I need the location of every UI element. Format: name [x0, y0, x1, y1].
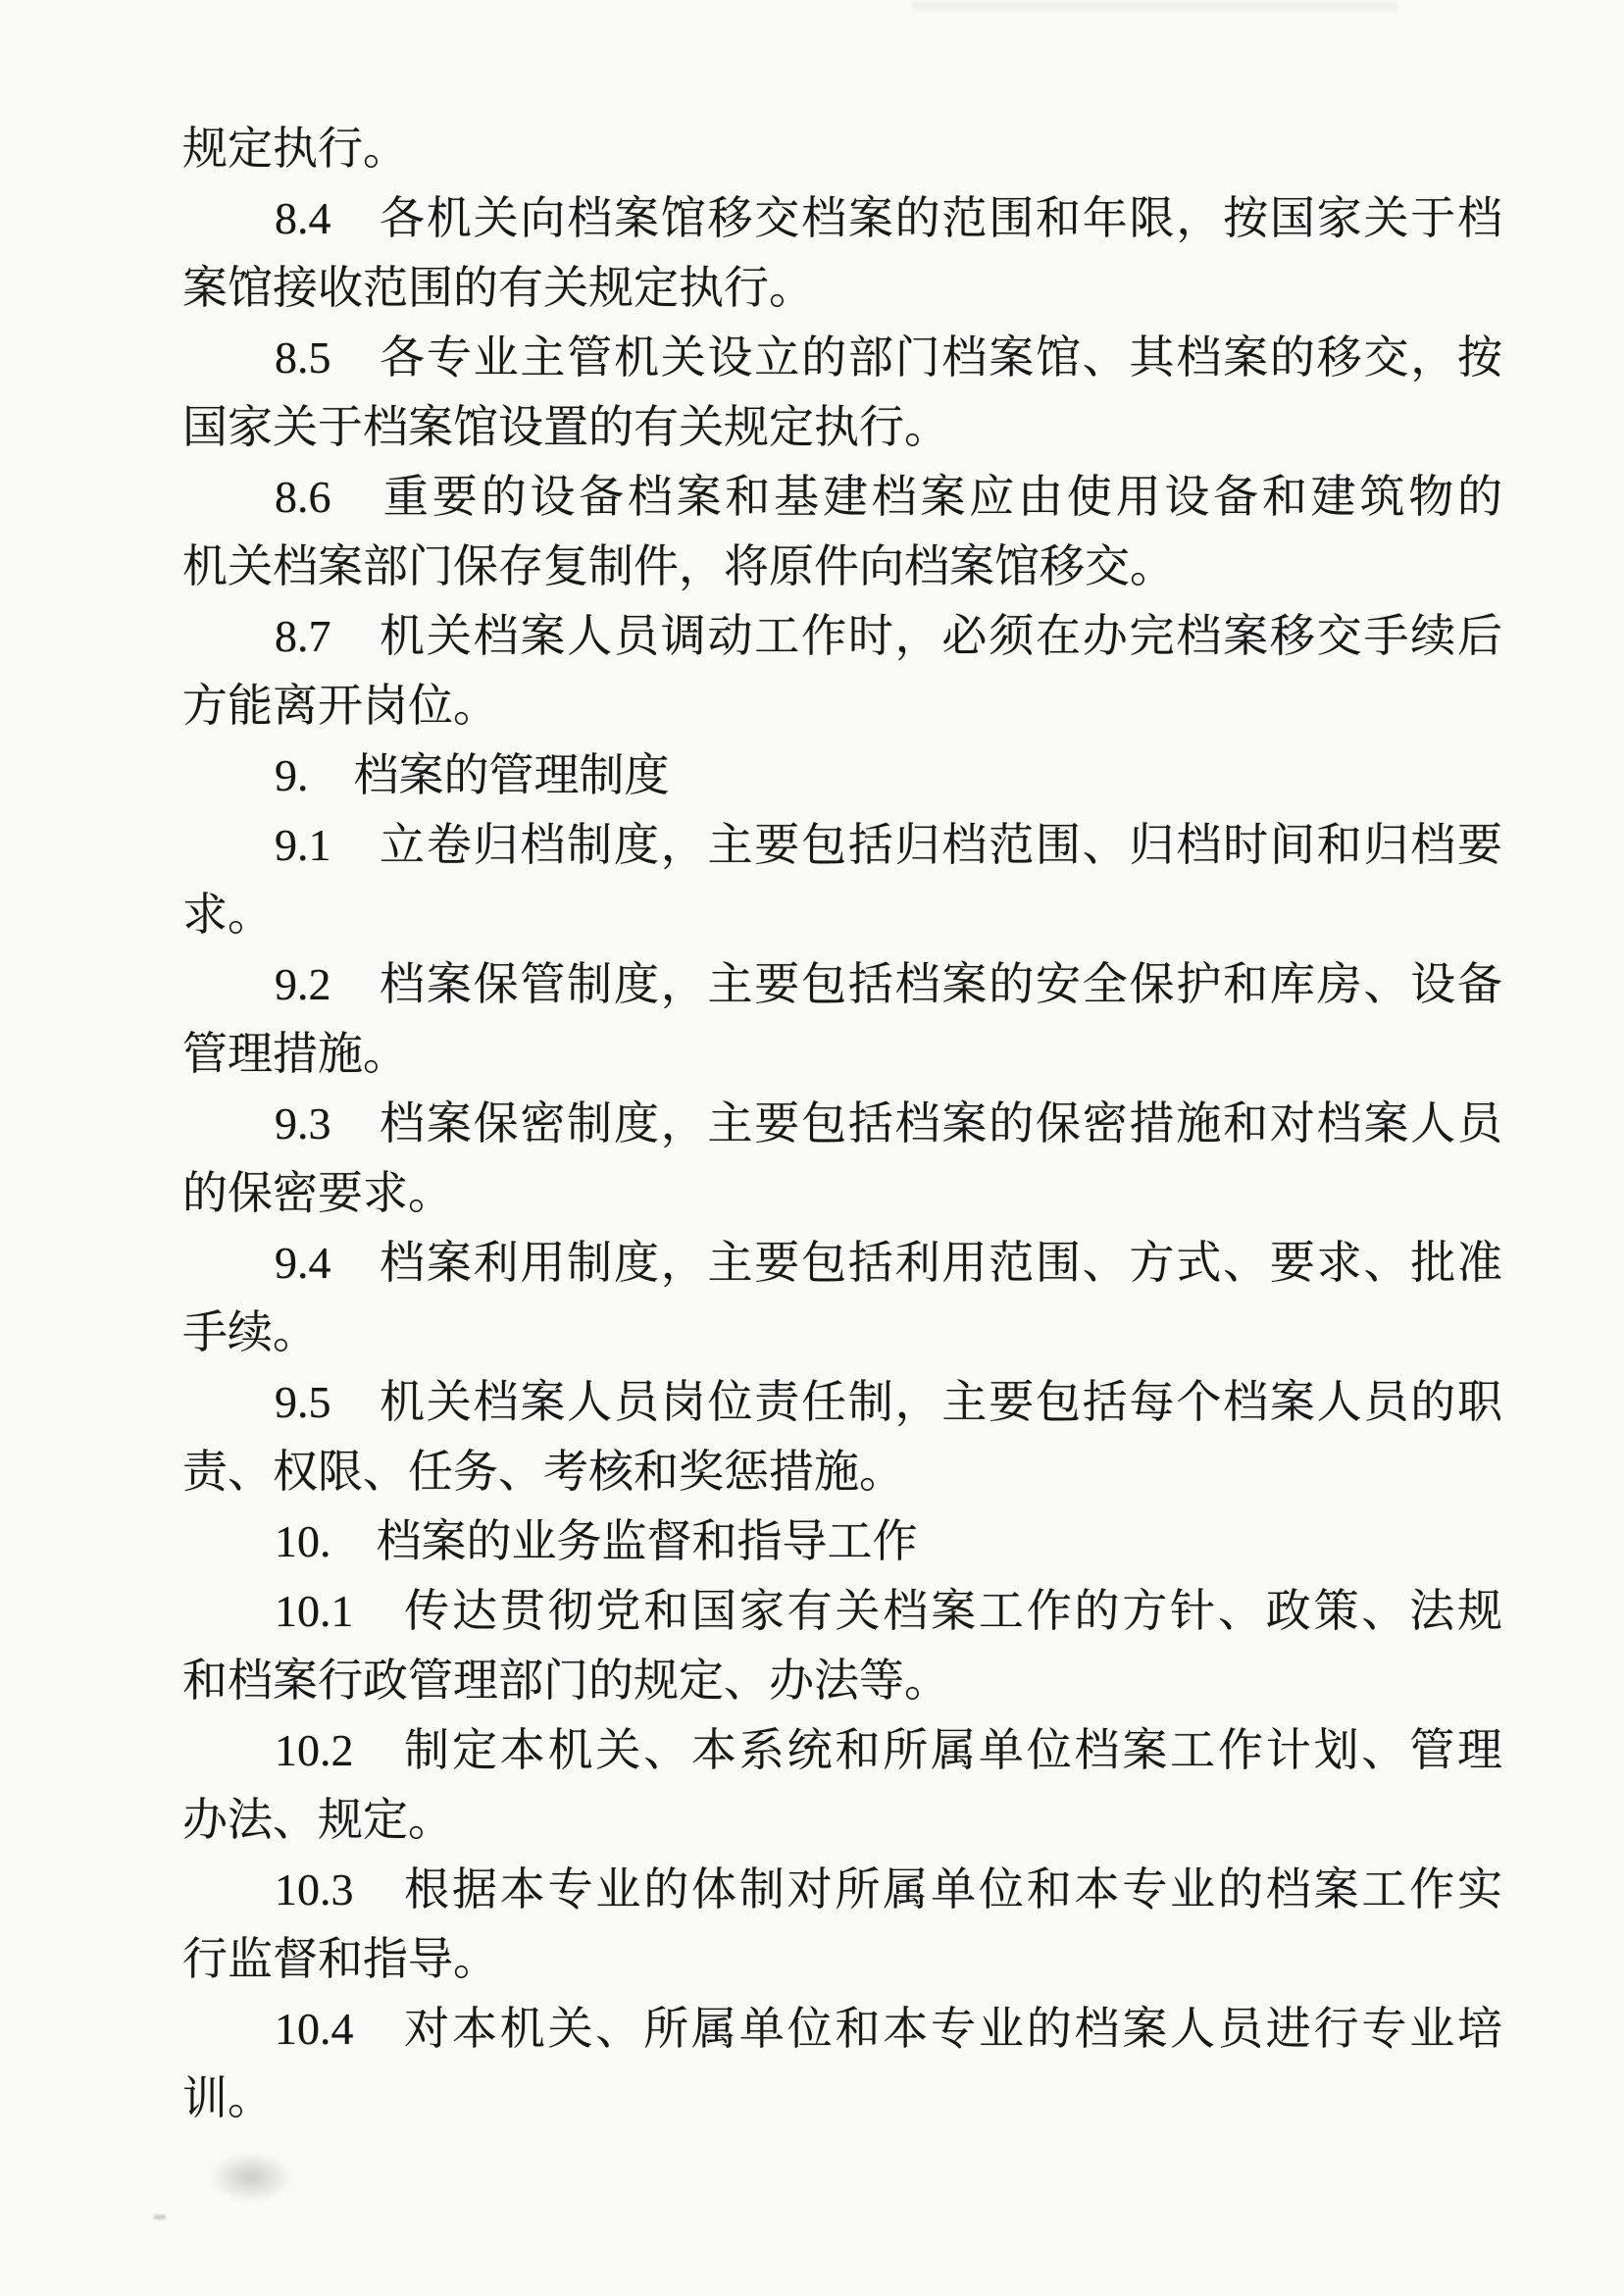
- text-line: 行监督和指导。: [182, 1934, 498, 1984]
- text-line: 9.1 立卷归档制度，主要包括归档范围、归档时间和归档要: [275, 820, 1502, 870]
- text-line: 国家关于档案馆设置的有关规定执行。: [182, 402, 949, 452]
- document-text-block: [182, 114, 1502, 2133]
- text-line: 8.7 机关档案人员调动工作时，必须在办完档案移交手续后: [275, 611, 1502, 661]
- text-line: 的保密要求。: [182, 1168, 453, 1218]
- text-line: 9.3 档案保密制度，主要包括档案的保密措施和对档案人员: [275, 1098, 1502, 1148]
- text-line-section-heading: 10. 档案的业务监督和指导工作: [275, 1516, 918, 1566]
- text-line: 8.5 各专业主管机关设立的部门档案馆、其档案的移交，按: [275, 332, 1502, 383]
- text-line: 机关档案部门保存复制件，将原件向档案馆移交。: [182, 541, 1175, 591]
- text-line: 8.6 重要的设备档案和基建档案应由使用设备和建筑物的: [275, 472, 1502, 522]
- text-line: 10.4 对本机关、所属单位和本专业的档案人员进行专业培: [275, 2004, 1502, 2054]
- text-line: 手续。: [182, 1307, 318, 1357]
- text-line: 规定执行。: [182, 124, 408, 174]
- text-line: 10.2 制定本机关、本系统和所属单位档案工作计划、管理: [275, 1725, 1502, 1775]
- text-line: 责、权限、任务、考核和奖惩措施。: [182, 1447, 904, 1497]
- text-line: 办法、规定。: [182, 1795, 453, 1845]
- text-line: 9.4 档案利用制度，主要包括利用范围、方式、要求、批准: [275, 1238, 1502, 1288]
- text-line: 10.1 传达贯彻党和国家有关档案工作的方针、政策、法规: [275, 1586, 1502, 1636]
- text-line: 训。: [182, 2073, 273, 2123]
- text-line: 方能离开岗位。: [182, 681, 498, 731]
- text-line: 9.5 机关档案人员岗位责任制，主要包括每个档案人员的职: [275, 1377, 1502, 1427]
- text-line: 案馆接收范围的有关规定执行。: [182, 263, 814, 313]
- scan-artifact-top-band: [912, 2, 1397, 11]
- scan-artifact-faint-stamp: [211, 2154, 291, 2201]
- text-line: 8.4 各机关向档案馆移交档案的范围和年限，按国家关于档: [275, 193, 1502, 243]
- text-line-section-heading: 9. 档案的管理制度: [275, 750, 670, 800]
- text-line: 10.3 根据本专业的体制对所属单位和本专业的档案工作实: [275, 1864, 1502, 1914]
- text-line: 求。: [182, 890, 273, 940]
- scan-artifact-speck: [154, 2215, 166, 2219]
- text-line: 9.2 档案保管制度，主要包括档案的安全保护和库房、设备: [275, 959, 1502, 1009]
- text-line: 管理措施。: [182, 1029, 408, 1079]
- text-line: 和档案行政管理部门的规定、办法等。: [182, 1656, 949, 1706]
